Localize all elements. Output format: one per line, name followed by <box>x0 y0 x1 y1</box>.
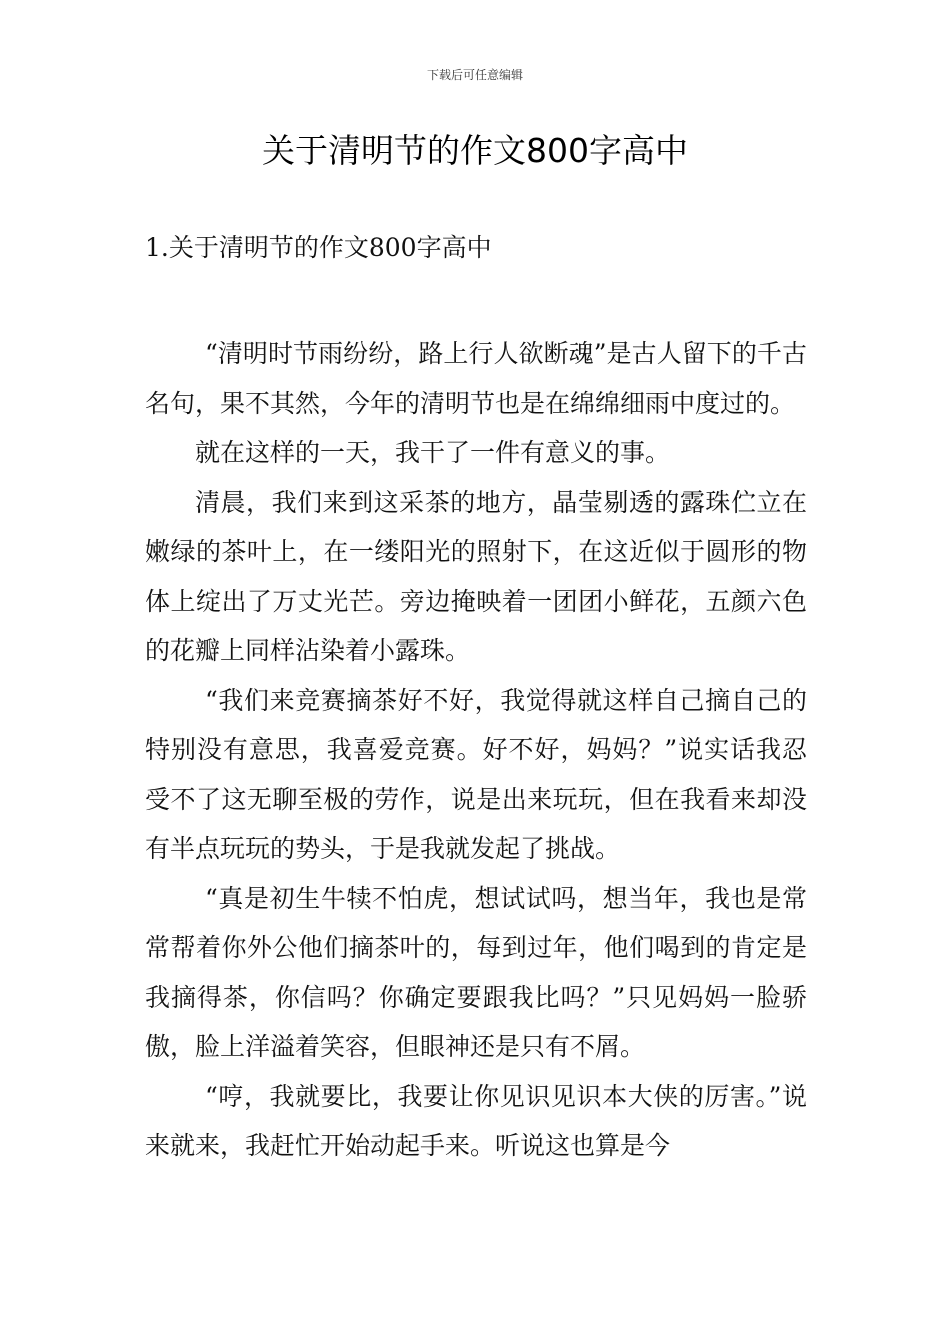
paragraph: “清明时节雨纷纷，路上行人欲断魂”是古人留下的千古名句，果不其然，今年的清明节也是在绵绵细雨中度过的。 <box>145 339 807 418</box>
header-note: 下载后可任意编辑 <box>426 68 523 82</box>
paragraph: “我们来竞赛摘茶好不好，我觉得就这样自己摘自己的特别没有意思，我喜爱竞赛。好不好，妈妈？”说实话我忍受不了这无聊至极的劳作，说是出来玩玩，但在我看来却没有半点玩玩的势头，于是我就发起了挑战。 <box>145 685 807 863</box>
paragraph: 清晨，我们来到这采茶的地方，晶莹剔透的露珠伫立在嫩绿的茶叶上，在一缕阳光的照射下，在这近似于圆形的物体上绽出了万丈光芒。旁边掩映着一团团小鲜花，五颜六色的花瓣上同样沾染着小露珠。 <box>145 487 807 665</box>
body-text <box>145 329 807 1171</box>
document-title: 关于清明节的作文800字高中 <box>262 131 688 170</box>
section-heading: 1.关于清明节的作文800字高中 <box>145 233 492 262</box>
paragraph: 就在这样的一天，我干了一件有意义的事。 <box>195 438 671 467</box>
paragraph: “真是初生牛犊不怕虎，想试试吗，想当年，我也是常常帮着你外公他们摘茶叶的，每到过年，他们喝到的肯定是我摘得茶，你信吗？你确定要跟我比吗？”只见妈妈一脸骄傲，脸上洋溢着笑容，但眼神还是只有不屑。 <box>145 883 807 1061</box>
paragraph: “哼，我就要比，我要让你见识见识本大侠的厉害。”说来就来，我赶忙开始动起手来。听说这也算是今 <box>145 1081 807 1160</box>
